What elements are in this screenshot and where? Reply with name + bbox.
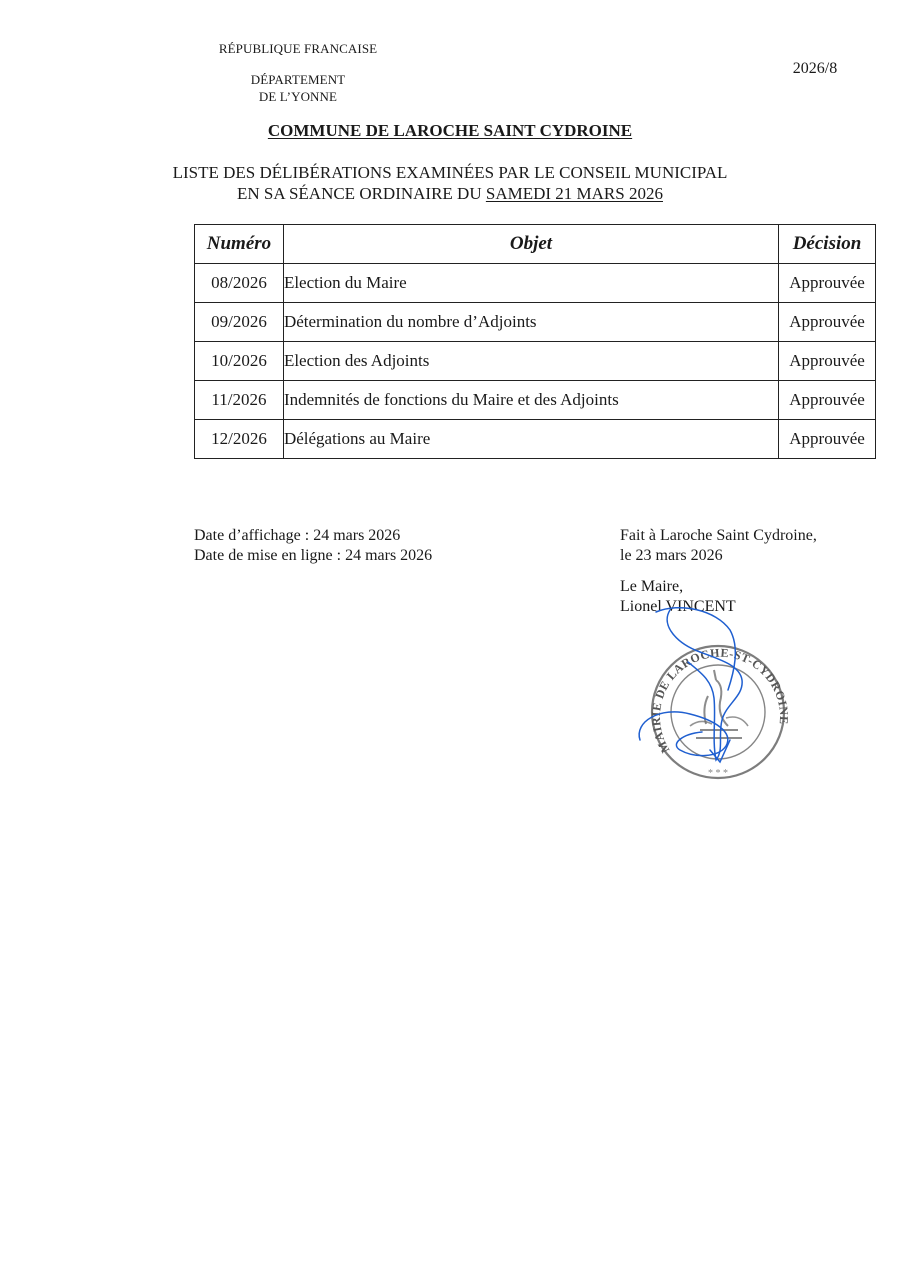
svg-text:* * *: * * *: [708, 768, 728, 779]
meeting-date: SAMEDI 21 MARS 2026: [485, 184, 663, 203]
row-decision: Approuvée: [779, 420, 876, 459]
row-numero: 08/2026: [195, 264, 284, 303]
table-row: [195, 381, 876, 420]
signature-date: le 23 mars 2026: [620, 547, 723, 564]
signatory-title: Le Maire,: [620, 578, 684, 595]
table-row: [195, 264, 876, 303]
commune-title: [0, 121, 900, 141]
row-numero: 09/2026: [195, 303, 284, 342]
table-header-row: [195, 225, 876, 264]
fait-a: Fait à Laroche Saint Cydroine,: [620, 527, 817, 544]
document-subtitle: [0, 162, 900, 204]
row-numero: 11/2026: [195, 381, 284, 420]
row-decision: Approuvée: [779, 342, 876, 381]
row-decision: Approuvée: [779, 264, 876, 303]
row-decision: Approuvée: [779, 381, 876, 420]
row-objet: Indemnités de fonctions du Maire et des Adjoints: [283, 381, 778, 420]
document-reference: 2026/8: [792, 60, 838, 77]
row-objet: Election des Adjoints: [283, 342, 778, 381]
departement-name: DE L’YONNE: [258, 89, 338, 104]
date-mise-en-ligne: Date de mise en ligne : 24 mars 2026: [194, 547, 433, 564]
row-objet: Election du Maire: [283, 264, 778, 303]
subtitle-prefix: EN SA SÉANCE ORDINAIRE DU: [237, 184, 486, 203]
column-header-decision: Décision: [779, 225, 876, 264]
header-left: [198, 40, 398, 105]
row-decision: Approuvée: [779, 303, 876, 342]
departement-label: DÉPARTEMENT: [250, 72, 346, 87]
commune-name: COMMUNE DE LAROCHE SAINT CYDROINE: [267, 121, 633, 140]
deliberations-table: [194, 224, 876, 459]
seal-text: MAIRIE DE LAROCHE-ST-CYDROINE: [648, 645, 792, 756]
publication-dates: [194, 526, 432, 566]
signatory-name: Lionel VINCENT: [620, 598, 736, 615]
column-header-objet: Objet: [283, 225, 778, 264]
row-objet: Délégations au Maire: [283, 420, 778, 459]
subtitle-line1: LISTE DES DÉLIBÉRATIONS EXAMINÉES PAR LE CONSEIL MUNICIPAL: [172, 163, 728, 182]
republique-label: RÉPUBLIQUE FRANCAISE: [218, 41, 378, 56]
row-numero: 10/2026: [195, 342, 284, 381]
row-numero: 12/2026: [195, 420, 284, 459]
row-objet: Détermination du nombre d’Adjoints: [283, 303, 778, 342]
mayor-seal-and-signature: [630, 600, 800, 790]
place-and-date: [620, 526, 817, 566]
subtitle-line2: [0, 183, 900, 204]
table-row: [195, 342, 876, 381]
date-affichage: Date d’affichage : 24 mars 2026: [194, 527, 401, 544]
table-row: [195, 303, 876, 342]
column-header-numero: Numéro: [195, 225, 284, 264]
table-row: [195, 420, 876, 459]
